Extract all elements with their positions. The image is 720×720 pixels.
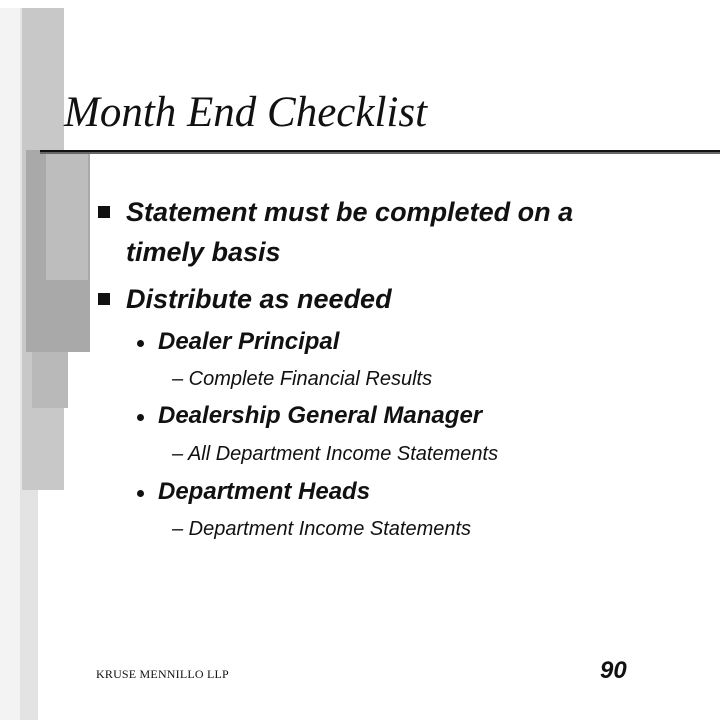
background-bar: [46, 150, 88, 280]
footer-firm-name: KRUSE MENNILLO LLP: [96, 667, 229, 681]
sub-sub-item: – All Department Income Statements: [172, 443, 499, 465]
slide-title: Month End Checklist: [64, 89, 428, 136]
sub-bullet-text: Dealer Principal: [158, 328, 340, 355]
dot-bullet-icon: [137, 414, 144, 421]
sub-bullet-item: [158, 478, 370, 506]
dot-bullet-icon: [137, 340, 144, 347]
dot-bullet-icon: [137, 490, 144, 497]
sub-bullet-item: [158, 402, 482, 430]
bullet-item: [126, 192, 573, 272]
bullet-text: Distribute as needed: [126, 284, 392, 314]
page-number: 90: [600, 657, 627, 684]
bullet-text: timely basis: [126, 237, 281, 267]
sub-bullet-text: Dealership General Manager: [158, 402, 483, 429]
sub-sub-item: – Complete Financial Results: [172, 368, 433, 390]
background-bar: [0, 0, 110, 8]
square-bullet-icon: [98, 206, 110, 218]
square-bullet-icon: [98, 293, 110, 305]
sub-bullet-text: Department Heads: [158, 478, 371, 505]
sub-sub-item: – Department Income Statements: [172, 518, 472, 540]
background-bar: [0, 0, 20, 720]
title-divider: [40, 150, 720, 154]
bullet-text: Statement must be completed on a: [126, 197, 574, 227]
bullet-item: [126, 279, 392, 319]
sub-bullet-item: [158, 328, 339, 356]
